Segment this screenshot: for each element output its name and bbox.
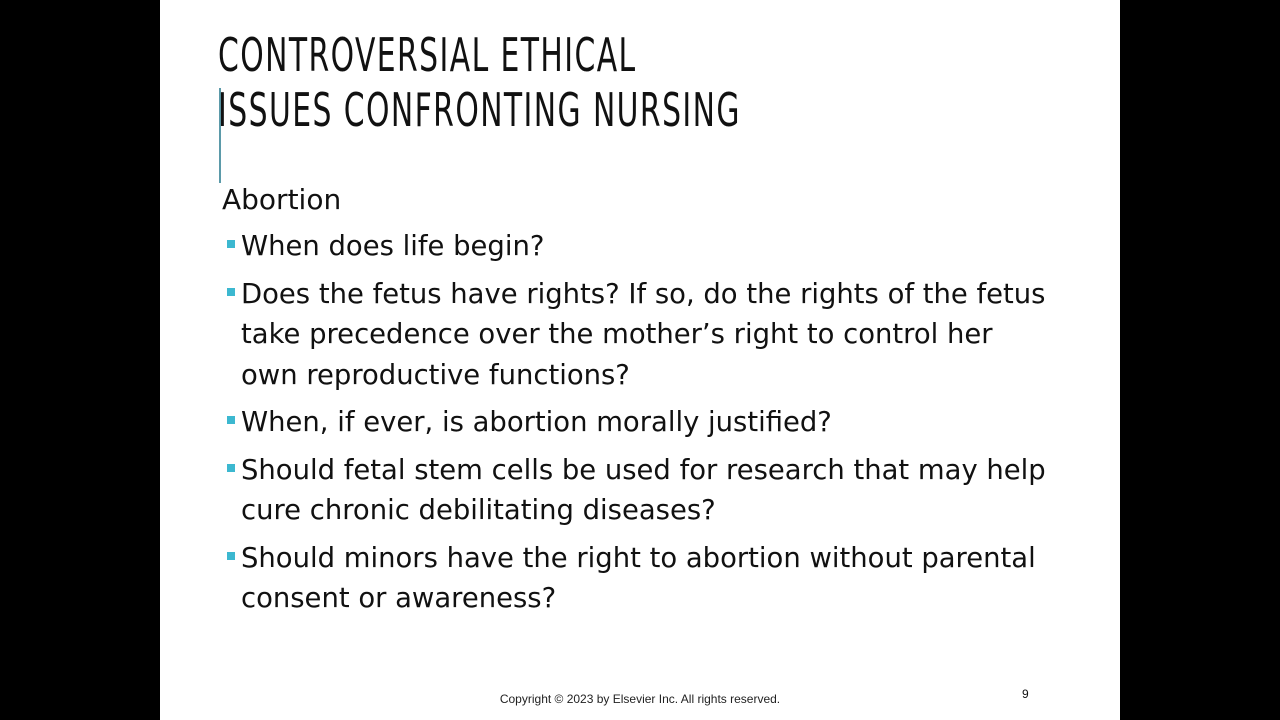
bullet-square-icon <box>227 464 235 472</box>
slide-title-line-2: ISSUES CONFRONTING NURSING <box>218 83 741 137</box>
bullet-text: Does the fetus have rights? If so, do the rights of the fetus take precedence over the mother’s right to control her own reproductive functions? <box>241 276 1046 391</box>
bullet-list <box>224 226 1064 626</box>
bullet-square-icon <box>227 416 235 424</box>
bullet-item <box>224 274 1064 396</box>
bullet-item <box>224 226 1064 267</box>
section-heading: Abortion <box>222 183 342 216</box>
slide-title <box>218 28 741 138</box>
page-number: 9 <box>1022 687 1029 701</box>
copyright-footer: Copyright © 2023 by Elsevier Inc. All rights reserved. <box>499 692 781 706</box>
bullet-item <box>224 538 1064 619</box>
bullet-text: When, if ever, is abortion morally justified? <box>241 405 832 438</box>
bullet-item <box>224 450 1064 531</box>
slide-title-line-1: CONTROVERSIAL ETHICAL <box>218 28 637 82</box>
bullet-square-icon <box>227 240 235 248</box>
bullet-square-icon <box>227 288 235 296</box>
bullet-square-icon <box>227 552 235 560</box>
slide <box>160 0 1120 720</box>
bullet-text: When does life begin? <box>241 229 545 262</box>
bullet-text: Should fetal stem cells be used for research that may help cure chronic debilitating diseases? <box>241 452 1046 526</box>
bullet-text: Should minors have the right to abortion without parental consent or awareness? <box>241 540 1036 614</box>
bullet-item <box>224 402 1064 443</box>
